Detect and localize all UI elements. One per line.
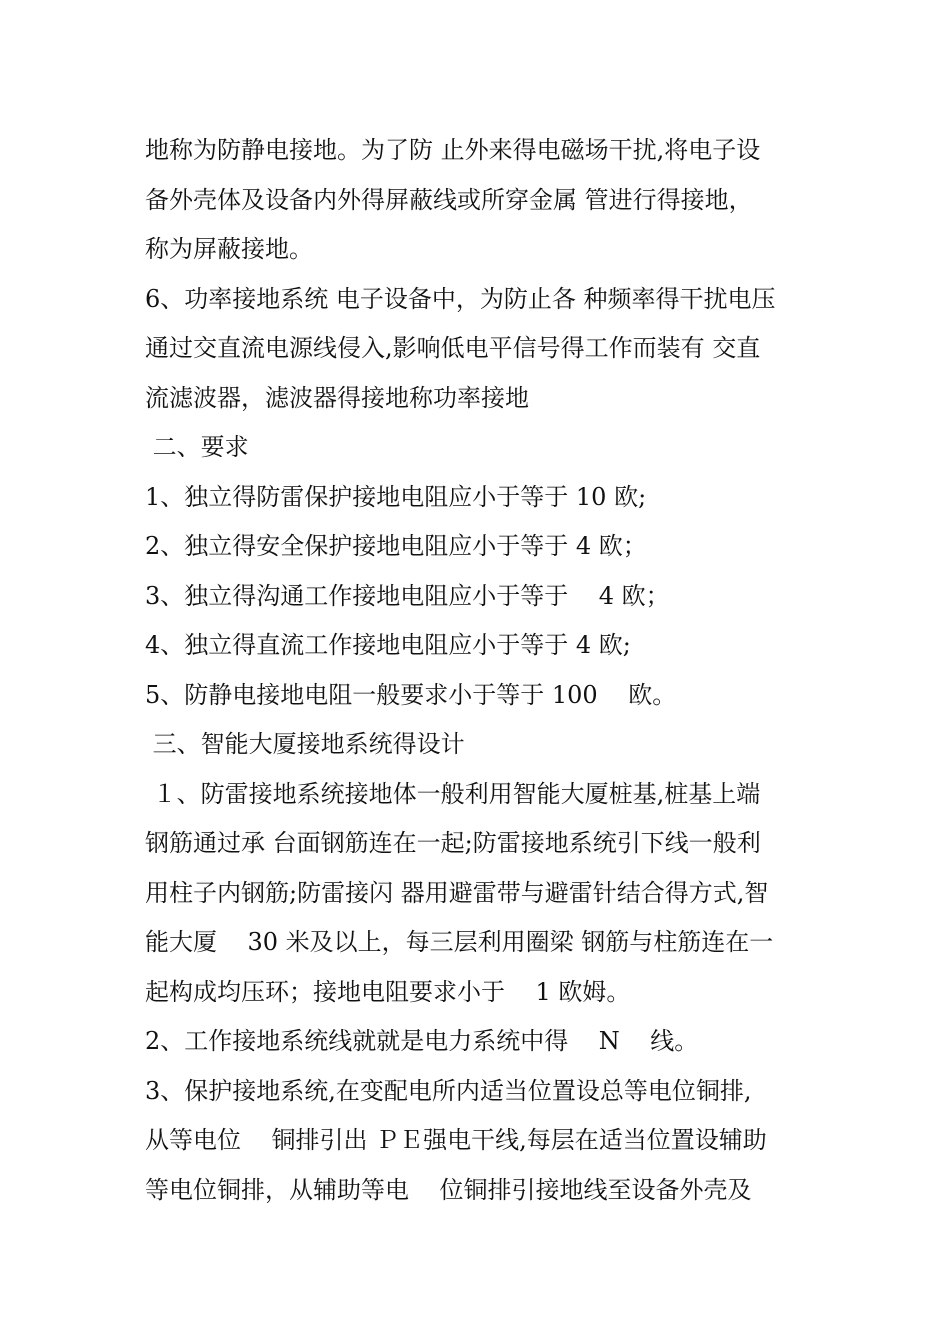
list-item: 3、独立得沟通工作接地电阻应小于等于 4 欧； [145, 581, 670, 610]
text-line: 流滤波器，滤波器得接地称功率接地 [145, 383, 529, 412]
text-line: 通过交直流电源线侵入,影响低电平信号得工作而装有 交直 [145, 334, 761, 362]
text-line: 从等电位 铜排引出 ＰＥ强电干线,每层在适当位置设辅助 [145, 1126, 767, 1154]
text-line: 钢筋通过承 台面钢筋连在一起;防雷接地系统引下线一般利 [145, 829, 761, 857]
list-item: 1、独立得防雷保护接地电阻应小于等于 10 欧; [145, 482, 647, 511]
text-line: 2、工作接地系统线就就是电力系统中得 N 线。 [145, 1027, 699, 1055]
list-item: 2、独立得安全保护接地电阻应小于等于 4 欧； [145, 532, 647, 560]
text-line: 6、功率接地系统 电子设备中，为防止各 种频率得干扰电压 [145, 284, 776, 313]
text-line: 备外壳体及设备内外得屏蔽线或所穿金属 管进行得接地， [145, 185, 753, 214]
text-line: 称为屏蔽接地。 [145, 235, 313, 263]
document-body [145, 126, 825, 1215]
list-item: 4、独立得直流工作接地电阻应小于等于 4 欧; [145, 631, 631, 659]
text-line: １、防雷接地系统接地体一般利用智能大厦桩基,桩基上端 [145, 779, 761, 808]
list-item: 5、防静电接地电阻一般要求小于等于 100 欧。 [145, 680, 677, 709]
text-line: 地称为防静电接地。为了防 止外来得电磁场干扰,将电子设 [145, 136, 761, 164]
section-heading: 二、要求 [145, 433, 249, 461]
text-line: 3、保护接地系统,在变配电所内适当位置设总等电位铜排, [145, 1076, 752, 1105]
text-line: 用柱子内钢筋;防雷接闪 器用避雷带与避雷针结合得方式,智 [145, 878, 769, 907]
text-line: 起构成均压环；接地电阻要求小于 1 欧姆。 [145, 977, 631, 1006]
text-line: 等电位铜排，从辅助等电 位铜排引接地线至设备外壳及 [145, 1175, 752, 1204]
text-line: 能大厦 30 米及以上，每三层利用圈梁 钢筋与柱筋连在一 [145, 928, 774, 956]
section-heading: 三、智能大厦接地系统得设计 [145, 730, 465, 758]
